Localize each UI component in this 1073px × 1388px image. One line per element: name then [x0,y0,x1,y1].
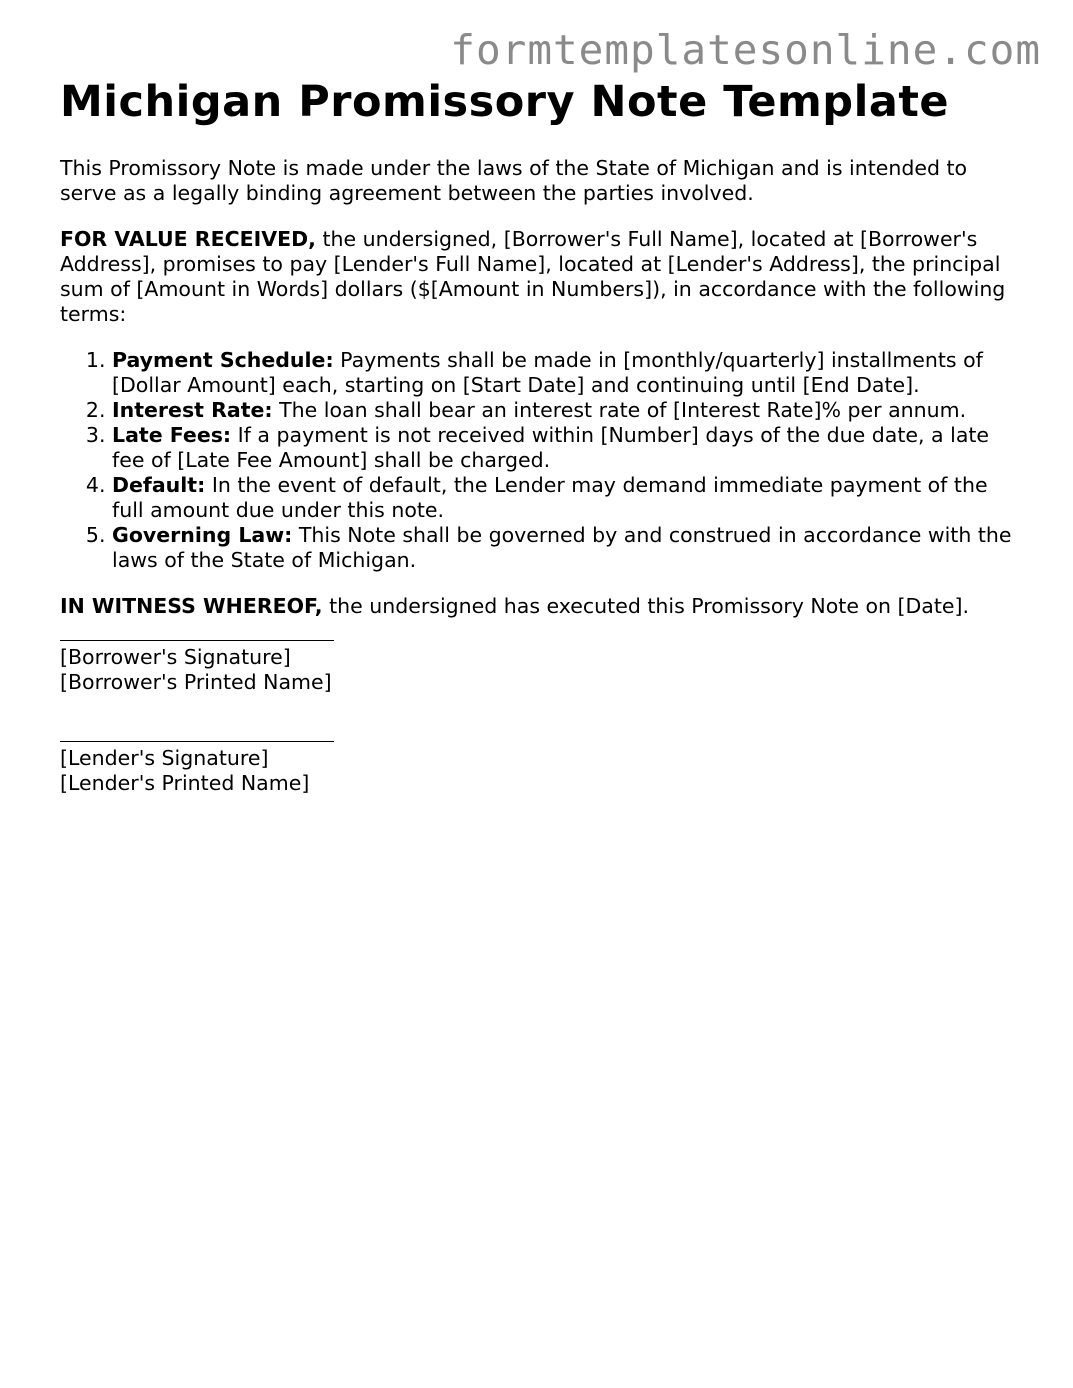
watermark: formtemplatesonline.com [450,26,1041,74]
borrower-signature-label: [Borrower's Signature] [60,645,291,669]
borrower-signature-block [60,640,1020,695]
term-payment-schedule [112,348,1020,398]
witness-lead: IN WITNESS WHEREOF, [60,594,323,618]
lender-signature-line [60,741,334,742]
intro-paragraph: This Promissory Note is made under the laws of the State of Michigan and is intended to serve as a legally binding agreement between the parties involved. [60,156,968,205]
lender-signature-block [60,741,1020,796]
term-governing-law [112,523,1020,573]
document [60,76,1020,796]
terms-list [60,348,1020,573]
term-text: In the event of default, the Lender may demand immediate payment of the full amount due under this note. [112,473,988,522]
term-text: Payments shall be made in [monthly/quarterly] installments of [Dollar Amount] each, starting on [Start Date] and continuing until [End Date]. [112,348,983,397]
term-text: If a payment is not received within [Number] days of the due date, a late fee of [Late Fee Amount] shall be charged. [112,423,990,472]
value-received-text: the undersigned, [Borrower's Full Name], located at [Borrower's Address], promises to pay [Lender's Full Name], located at [Lender's Address], the principal sum of [Amount in Words] dollars ($[Amount in Numbers]), in accordance with the following terms: [60,227,1006,326]
value-received-lead: FOR VALUE RECEIVED, [60,227,316,251]
term-text: The loan shall bear an interest rate of [Interest Rate]% per annum. [272,398,967,422]
term-label: Governing Law: [112,523,293,547]
witness-text: the undersigned has executed this Promissory Note on [Date]. [322,594,970,618]
witness-paragraph [60,594,1020,619]
page-title: Michigan Promissory Note Template [60,77,950,127]
term-label: Payment Schedule: [112,348,334,372]
term-interest-rate [112,398,1020,423]
term-label: Default: [112,473,206,497]
value-received-paragraph [60,227,1020,327]
term-default [112,473,1020,523]
borrower-signature-line [60,640,334,641]
term-text: This Note shall be governed by and construed in accordance with the laws of the State of Michigan. [112,523,1012,572]
borrower-printed-name-label: [Borrower's Printed Name] [60,670,332,694]
lender-printed-name-label: [Lender's Printed Name] [60,771,310,795]
term-label: Late Fees: [112,423,232,447]
lender-signature-label: [Lender's Signature] [60,746,269,770]
term-label: Interest Rate: [112,398,273,422]
term-late-fees [112,423,1020,473]
